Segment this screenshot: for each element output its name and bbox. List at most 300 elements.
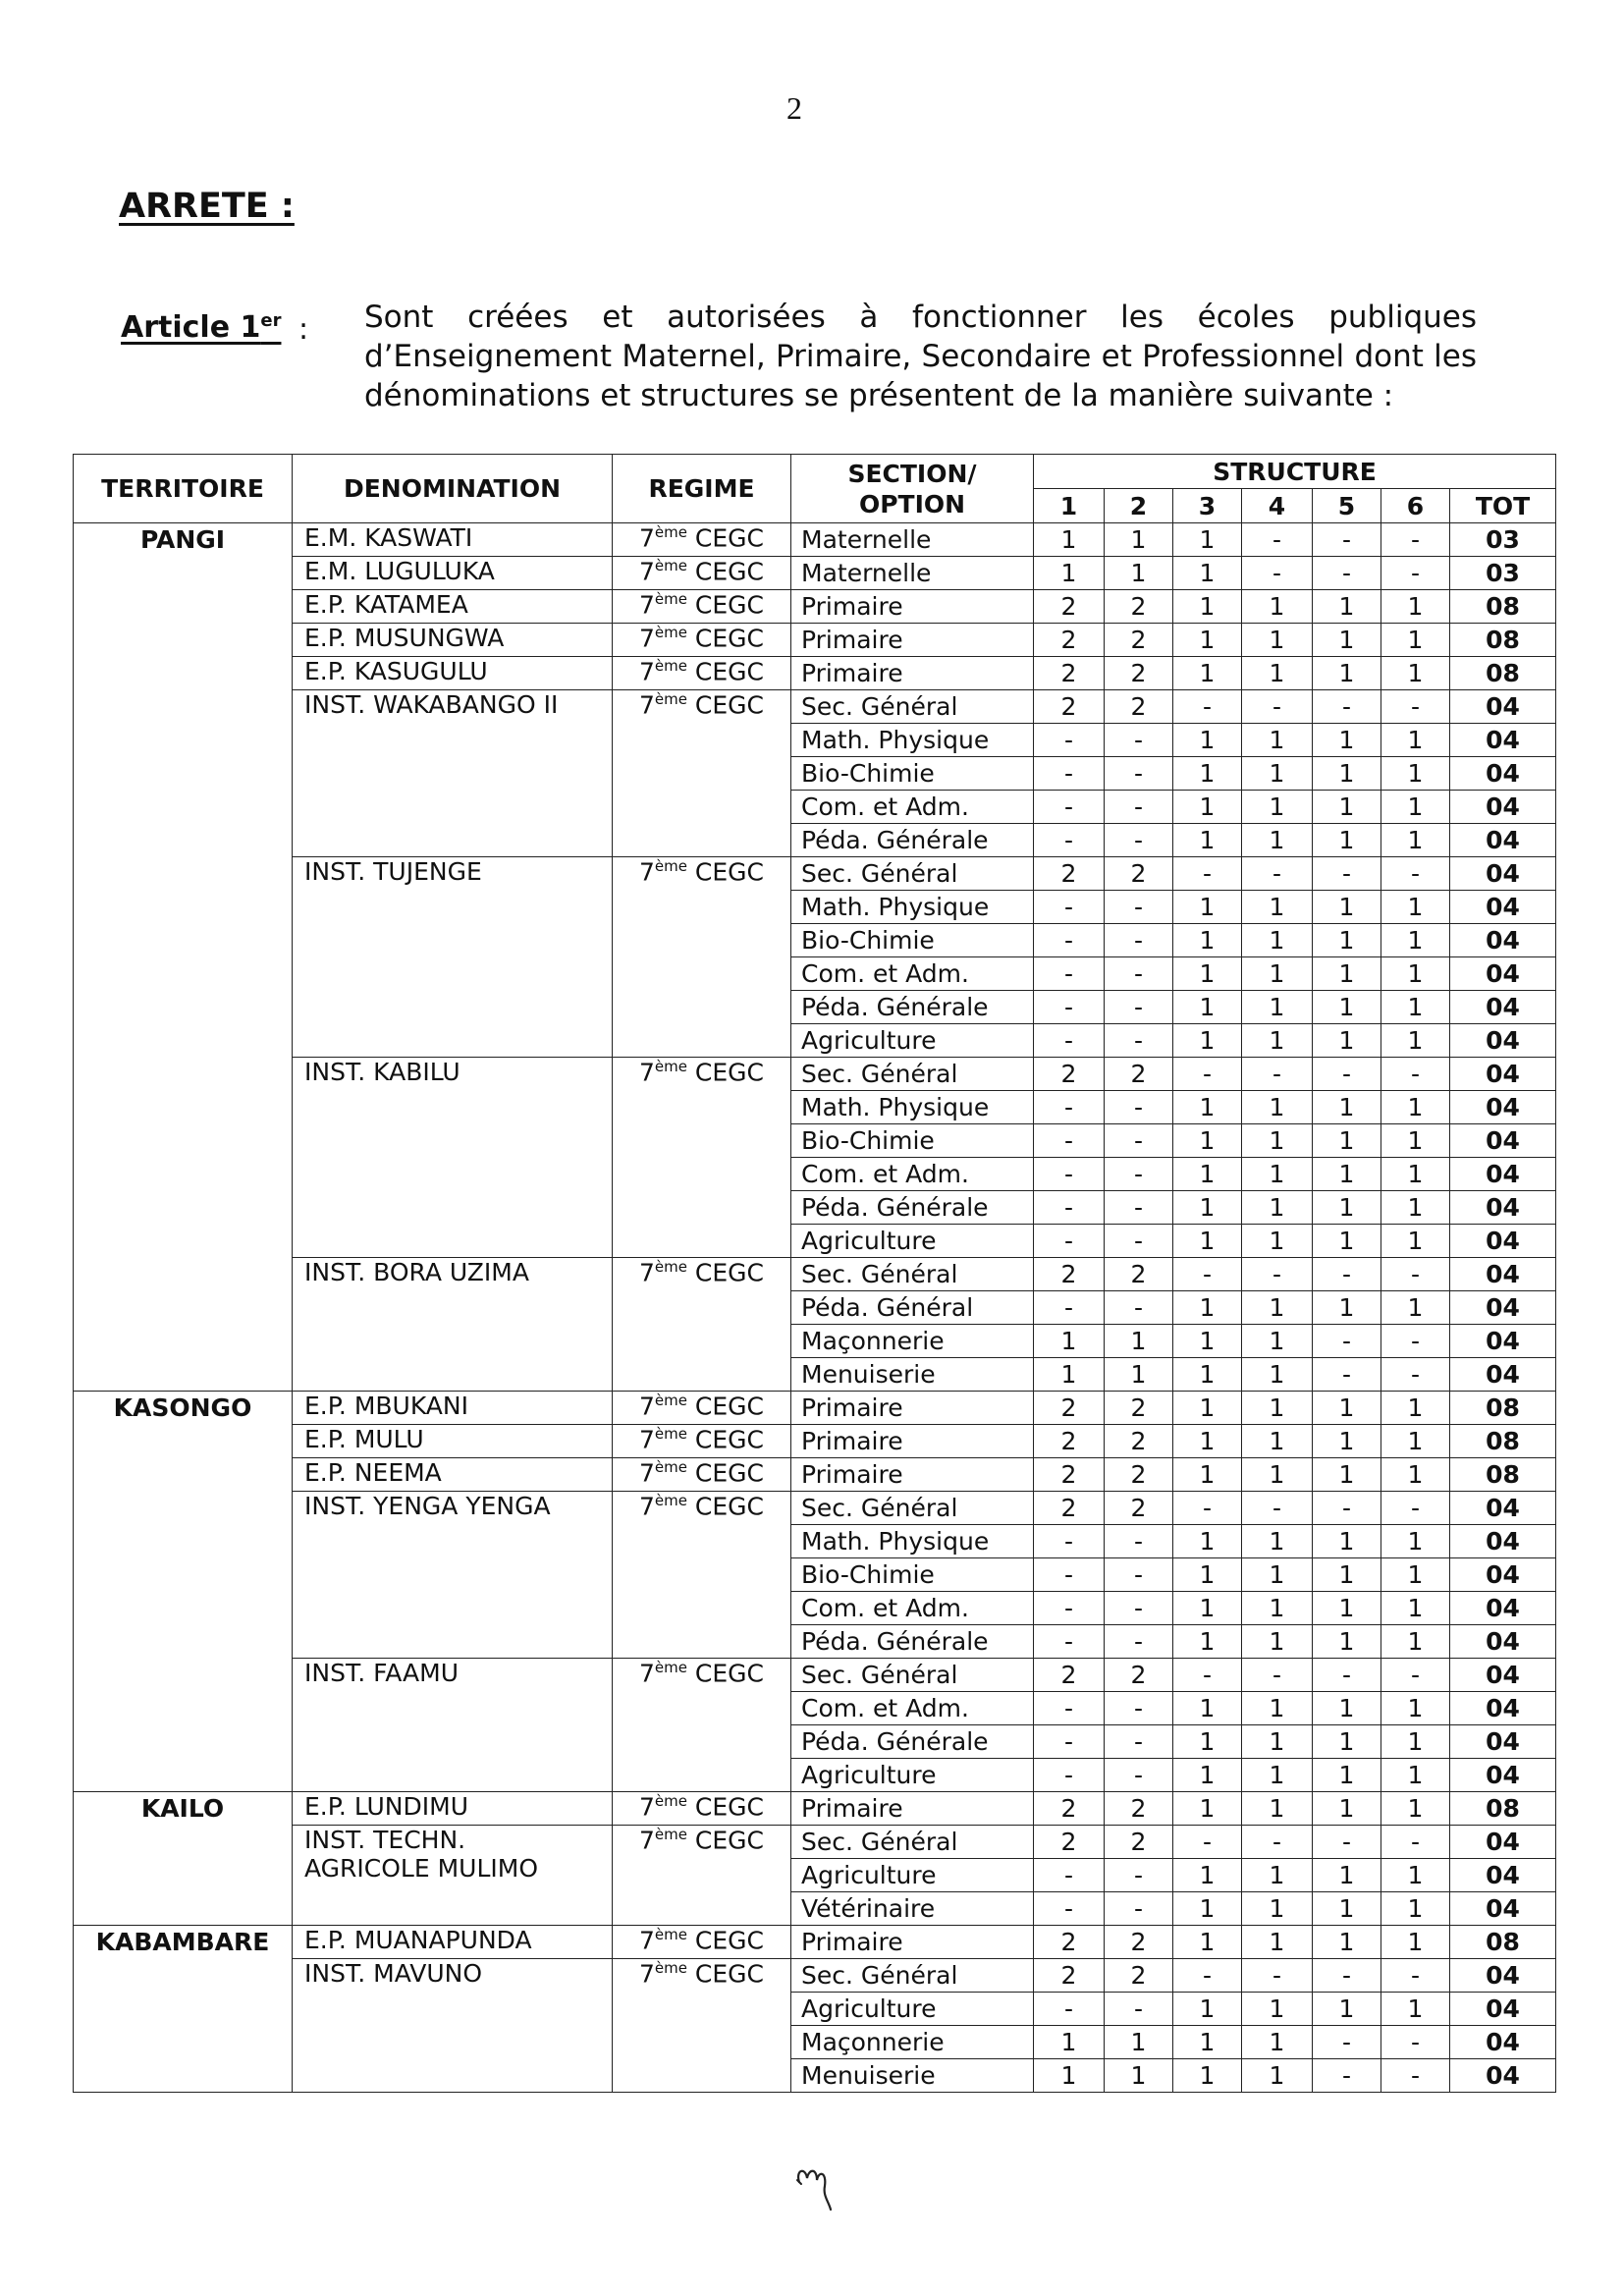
structure-cell-2: 2	[1105, 1425, 1173, 1458]
structure-cell-2: -	[1105, 724, 1173, 757]
structure-cell-4: 1	[1242, 991, 1313, 1024]
table-row	[74, 624, 1556, 657]
structure-cell-1: 1	[1034, 2059, 1105, 2093]
structure-cell-1: -	[1034, 1625, 1105, 1659]
denomination-cell	[293, 1058, 613, 1258]
structure-cell-4: 1	[1242, 1158, 1313, 1191]
regime-cell: 7ème CEGC	[613, 1392, 791, 1425]
denomination-line: E.P. LUNDIMU	[304, 1792, 468, 1821]
structure-cell-1: 2	[1034, 657, 1105, 690]
structure-cell-4: -	[1242, 523, 1313, 557]
structure-cell-1: 2	[1034, 1058, 1105, 1091]
structure-cell-1: -	[1034, 991, 1105, 1024]
article-label: Article 1er	[121, 310, 282, 345]
structure-cell-1: 2	[1034, 1959, 1105, 1993]
structure-cell-2: -	[1105, 1692, 1173, 1725]
structure-cell-3: 1	[1173, 924, 1242, 957]
structure-cell-4: 1	[1242, 1625, 1313, 1659]
regime-cell: 7ème CEGC	[613, 590, 791, 624]
structure-cell-4: 1	[1242, 1458, 1313, 1492]
structure-cell-4: 1	[1242, 1091, 1313, 1124]
structure-cell-1: 1	[1034, 557, 1105, 590]
regime-cell: 7ème CEGC	[613, 1458, 791, 1492]
structure-cell-2: 2	[1105, 1492, 1173, 1525]
structure-cell-4: 1	[1242, 1892, 1313, 1926]
structure-cell-1: -	[1034, 1692, 1105, 1725]
structure-cell-2: -	[1105, 1091, 1173, 1124]
structure-cell-2: 2	[1105, 690, 1173, 724]
structure-cell-4: 1	[1242, 2059, 1313, 2093]
structure-cell-6: 1	[1381, 957, 1450, 991]
structure-cell-5: 1	[1313, 891, 1381, 924]
section-cell: Math. Physique	[791, 891, 1034, 924]
structure-cell-6: 1	[1381, 624, 1450, 657]
structure-cell-6: -	[1381, 857, 1450, 891]
structure-cell-4: 1	[1242, 1592, 1313, 1625]
section-cell: Vétérinaire	[791, 1892, 1034, 1926]
structure-cell-3: 1	[1173, 1225, 1242, 1258]
structure-cell-2: 2	[1105, 1826, 1173, 1859]
structure-cell-4: -	[1242, 1058, 1313, 1091]
structure-cell-6: 1	[1381, 1158, 1450, 1191]
total-cell: 04	[1450, 1959, 1556, 1993]
section-cell: Menuiserie	[791, 1358, 1034, 1392]
arrete-heading: ARRETE :	[119, 187, 295, 226]
structure-cell-1: 2	[1034, 690, 1105, 724]
structure-cell-5: 1	[1313, 1558, 1381, 1592]
denomination-cell	[293, 557, 613, 590]
section-cell: Sec. Général	[791, 857, 1034, 891]
structure-cell-4: 1	[1242, 1225, 1313, 1258]
section-cell: Bio-Chimie	[791, 1558, 1034, 1592]
structure-cell-6: 1	[1381, 1692, 1450, 1725]
denomination-line: E.P. NEEMA	[304, 1458, 442, 1487]
structure-cell-5: 1	[1313, 1592, 1381, 1625]
structure-cell-2: -	[1105, 1859, 1173, 1892]
total-cell: 04	[1450, 690, 1556, 724]
structure-cell-3: 1	[1173, 1892, 1242, 1926]
structure-cell-5: 1	[1313, 1124, 1381, 1158]
structure-cell-6: 1	[1381, 1458, 1450, 1492]
structure-cell-1: -	[1034, 1892, 1105, 1926]
structure-cell-4: -	[1242, 1258, 1313, 1291]
structure-cell-4: -	[1242, 1659, 1313, 1692]
section-cell: Bio-Chimie	[791, 924, 1034, 957]
structure-cell-4: 1	[1242, 891, 1313, 924]
header-col-5: 5	[1313, 489, 1381, 523]
structure-cell-5: 1	[1313, 1392, 1381, 1425]
signature-initials	[793, 2158, 852, 2217]
structure-cell-5: -	[1313, 1358, 1381, 1392]
structure-cell-1: 1	[1034, 1358, 1105, 1392]
structure-cell-1: 2	[1034, 1458, 1105, 1492]
structure-cell-1: -	[1034, 1558, 1105, 1592]
structure-cell-4: 1	[1242, 1525, 1313, 1558]
territory-cell: PANGI	[74, 523, 293, 1392]
section-cell: Maternelle	[791, 557, 1034, 590]
structure-cell-6: 1	[1381, 1291, 1450, 1325]
structure-cell-6: 1	[1381, 590, 1450, 624]
denomination-cell	[293, 1425, 613, 1458]
structure-cell-3: 1	[1173, 1191, 1242, 1225]
structure-cell-1: -	[1034, 724, 1105, 757]
structure-cell-2: -	[1105, 1124, 1173, 1158]
territory-cell: KABAMBARE	[74, 1926, 293, 2093]
structure-cell-4: -	[1242, 1959, 1313, 1993]
structure-cell-4: -	[1242, 1826, 1313, 1859]
regime-cell: 7ème CEGC	[613, 624, 791, 657]
structure-cell-5: -	[1313, 557, 1381, 590]
denomination-line: INST. TECHN.	[304, 1826, 466, 1854]
total-cell: 04	[1450, 1826, 1556, 1859]
denomination-cell	[293, 1492, 613, 1659]
structure-cell-6: 1	[1381, 1625, 1450, 1659]
structure-cell-2: 2	[1105, 1959, 1173, 1993]
structure-cell-4: 1	[1242, 657, 1313, 690]
total-cell: 04	[1450, 1225, 1556, 1258]
section-cell: Agriculture	[791, 1859, 1034, 1892]
denomination-line: INST. WAKABANGO II	[304, 690, 559, 719]
structure-cell-6: 1	[1381, 991, 1450, 1024]
section-cell: Com. et Adm.	[791, 791, 1034, 824]
total-cell: 04	[1450, 924, 1556, 957]
section-cell: Maternelle	[791, 523, 1034, 557]
structure-cell-5: 1	[1313, 1091, 1381, 1124]
structure-cell-2: -	[1105, 1558, 1173, 1592]
structure-cell-5: 1	[1313, 624, 1381, 657]
denomination-line: E.P. MUANAPUNDA	[304, 1926, 532, 1954]
regime-cell: 7ème CEGC	[613, 1425, 791, 1458]
section-cell: Agriculture	[791, 1024, 1034, 1058]
table-row	[74, 557, 1556, 590]
structure-cell-5: 1	[1313, 1458, 1381, 1492]
structure-cell-6: -	[1381, 523, 1450, 557]
table-row	[74, 1826, 1556, 1859]
structure-cell-4: 1	[1242, 1792, 1313, 1826]
denomination-line: AGRICOLE MULIMO	[304, 1854, 539, 1883]
structure-cell-2: 1	[1105, 523, 1173, 557]
territory-cell: KASONGO	[74, 1392, 293, 1792]
structure-cell-4: 1	[1242, 1024, 1313, 1058]
structure-cell-3: 1	[1173, 657, 1242, 690]
table-row	[74, 1792, 1556, 1826]
structure-cell-6: 1	[1381, 924, 1450, 957]
structure-cell-2: -	[1105, 891, 1173, 924]
structure-cell-3: 1	[1173, 2026, 1242, 2059]
structure-cell-5: 1	[1313, 757, 1381, 791]
structure-cell-2: 2	[1105, 1792, 1173, 1826]
total-cell: 08	[1450, 1792, 1556, 1826]
section-cell: Sec. Général	[791, 1959, 1034, 1993]
structure-cell-4: 1	[1242, 1191, 1313, 1225]
structure-cell-6: 1	[1381, 1024, 1450, 1058]
structure-cell-3: 1	[1173, 1358, 1242, 1392]
structure-cell-2: -	[1105, 1158, 1173, 1191]
structure-cell-1: -	[1034, 1759, 1105, 1792]
total-cell: 08	[1450, 657, 1556, 690]
structure-cell-1: -	[1034, 1525, 1105, 1558]
structure-cell-3: -	[1173, 1659, 1242, 1692]
structure-cell-6: -	[1381, 2026, 1450, 2059]
structure-cell-4: -	[1242, 557, 1313, 590]
structure-cell-2: 2	[1105, 1458, 1173, 1492]
structure-cell-2: 2	[1105, 1926, 1173, 1959]
structure-cell-6: -	[1381, 1058, 1450, 1091]
structure-cell-3: 1	[1173, 1625, 1242, 1659]
structure-cell-2: 1	[1105, 2026, 1173, 2059]
structure-cell-3: -	[1173, 1058, 1242, 1091]
schools-table	[73, 454, 1556, 2093]
structure-cell-2: -	[1105, 1725, 1173, 1759]
regime-cell: 7ème CEGC	[613, 690, 791, 857]
table-row	[74, 1926, 1556, 1959]
structure-cell-5: -	[1313, 1258, 1381, 1291]
section-cell: Com. et Adm.	[791, 957, 1034, 991]
structure-cell-6: -	[1381, 1258, 1450, 1291]
regime-cell: 7ème CEGC	[613, 657, 791, 690]
total-cell: 04	[1450, 1892, 1556, 1926]
article-line: dénominations et structures se présentent de la manière suivante :	[364, 378, 1394, 413]
structure-cell-5: 1	[1313, 1859, 1381, 1892]
regime-cell: 7ème CEGC	[613, 1258, 791, 1392]
table-row	[74, 1392, 1556, 1425]
total-cell: 03	[1450, 523, 1556, 557]
section-cell: Maçonnerie	[791, 2026, 1034, 2059]
structure-cell-6: -	[1381, 2059, 1450, 2093]
structure-cell-5: 1	[1313, 1725, 1381, 1759]
header-col-2: 2	[1105, 489, 1173, 523]
structure-cell-2: 1	[1105, 1325, 1173, 1358]
total-cell: 08	[1450, 1392, 1556, 1425]
structure-cell-1: -	[1034, 1091, 1105, 1124]
structure-cell-2: -	[1105, 824, 1173, 857]
structure-cell-4: 1	[1242, 824, 1313, 857]
section-cell: Primaire	[791, 1425, 1034, 1458]
total-cell: 08	[1450, 624, 1556, 657]
structure-cell-3: 1	[1173, 724, 1242, 757]
table-row	[74, 1425, 1556, 1458]
structure-cell-4: 1	[1242, 1993, 1313, 2026]
structure-cell-6: 1	[1381, 1558, 1450, 1592]
table-row	[74, 523, 1556, 557]
total-cell: 04	[1450, 824, 1556, 857]
denomination-line: E.M. LUGULUKA	[304, 557, 495, 585]
total-cell: 04	[1450, 1258, 1556, 1291]
structure-cell-1: -	[1034, 1158, 1105, 1191]
structure-cell-2: 2	[1105, 590, 1173, 624]
total-cell: 04	[1450, 1158, 1556, 1191]
table-row	[74, 1258, 1556, 1291]
structure-cell-2: 2	[1105, 657, 1173, 690]
structure-cell-1: 1	[1034, 2026, 1105, 2059]
article-line: Sont créées et autorisées à fonctionner les écoles publiques	[364, 300, 1477, 335]
structure-cell-6: 1	[1381, 1091, 1450, 1124]
section-cell: Com. et Adm.	[791, 1692, 1034, 1725]
structure-cell-4: 1	[1242, 1759, 1313, 1792]
structure-cell-2: -	[1105, 1291, 1173, 1325]
total-cell: 04	[1450, 2059, 1556, 2093]
structure-cell-6: 1	[1381, 1892, 1450, 1926]
structure-cell-4: 1	[1242, 1392, 1313, 1425]
structure-cell-5: 1	[1313, 590, 1381, 624]
structure-cell-2: -	[1105, 957, 1173, 991]
structure-cell-6: 1	[1381, 1792, 1450, 1826]
structure-cell-5: 1	[1313, 957, 1381, 991]
structure-cell-5: -	[1313, 1959, 1381, 1993]
total-cell: 04	[1450, 1859, 1556, 1892]
structure-cell-1: -	[1034, 1725, 1105, 1759]
section-cell: Bio-Chimie	[791, 757, 1034, 791]
structure-cell-1: -	[1034, 791, 1105, 824]
structure-cell-6: 1	[1381, 1725, 1450, 1759]
structure-cell-4: 1	[1242, 957, 1313, 991]
total-cell: 04	[1450, 957, 1556, 991]
header-col-1: 1	[1034, 489, 1105, 523]
table-row	[74, 1959, 1556, 1993]
structure-cell-2: -	[1105, 991, 1173, 1024]
structure-cell-2: 2	[1105, 1392, 1173, 1425]
structure-cell-2: -	[1105, 1024, 1173, 1058]
header-section: SECTION/ OPTION	[791, 455, 1034, 523]
structure-cell-5: 1	[1313, 991, 1381, 1024]
structure-cell-3: -	[1173, 690, 1242, 724]
structure-cell-1: -	[1034, 891, 1105, 924]
regime-cell: 7ème CEGC	[613, 1492, 791, 1659]
structure-cell-3: 1	[1173, 1024, 1242, 1058]
structure-cell-3: -	[1173, 857, 1242, 891]
denomination-line: INST. BORA UZIMA	[304, 1258, 529, 1286]
structure-cell-3: 1	[1173, 1592, 1242, 1625]
section-cell: Com. et Adm.	[791, 1592, 1034, 1625]
table-row	[74, 857, 1556, 891]
structure-cell-1: -	[1034, 1291, 1105, 1325]
structure-cell-6: 1	[1381, 1425, 1450, 1458]
section-cell: Péda. Générale	[791, 1191, 1034, 1225]
structure-cell-5: -	[1313, 690, 1381, 724]
structure-cell-1: -	[1034, 957, 1105, 991]
structure-cell-4: 1	[1242, 1692, 1313, 1725]
structure-cell-1: -	[1034, 1592, 1105, 1625]
header-row	[74, 455, 1556, 489]
structure-cell-3: 1	[1173, 523, 1242, 557]
structure-cell-5: 1	[1313, 1425, 1381, 1458]
regime-cell: 7ème CEGC	[613, 1959, 791, 2093]
structure-cell-4: 1	[1242, 1124, 1313, 1158]
section-cell: Math. Physique	[791, 724, 1034, 757]
header-tot: TOT	[1450, 489, 1556, 523]
structure-cell-2: -	[1105, 924, 1173, 957]
section-cell: Agriculture	[791, 1759, 1034, 1792]
section-cell: Com. et Adm.	[791, 1158, 1034, 1191]
structure-cell-3: 1	[1173, 1725, 1242, 1759]
total-cell: 04	[1450, 1659, 1556, 1692]
total-cell: 04	[1450, 1291, 1556, 1325]
header-structure: STRUCTURE	[1034, 455, 1556, 489]
regime-cell: 7ème CEGC	[613, 857, 791, 1058]
denomination-line: INST. TUJENGE	[304, 857, 482, 886]
structure-cell-1: -	[1034, 1024, 1105, 1058]
structure-cell-1: -	[1034, 924, 1105, 957]
structure-cell-2: -	[1105, 1225, 1173, 1258]
total-cell: 04	[1450, 1492, 1556, 1525]
section-cell: Péda. Générale	[791, 1625, 1034, 1659]
table-row	[74, 1492, 1556, 1525]
total-cell: 04	[1450, 1525, 1556, 1558]
total-cell: 04	[1450, 1058, 1556, 1091]
header-territoire: TERRITOIRE	[74, 455, 293, 523]
structure-cell-3: 1	[1173, 1091, 1242, 1124]
structure-cell-4: 1	[1242, 1558, 1313, 1592]
structure-cell-4: 1	[1242, 1725, 1313, 1759]
structure-cell-1: 2	[1034, 1792, 1105, 1826]
structure-cell-2: -	[1105, 757, 1173, 791]
denomination-cell	[293, 1258, 613, 1392]
section-cell: Primaire	[791, 1458, 1034, 1492]
structure-cell-6: -	[1381, 557, 1450, 590]
table-row	[74, 690, 1556, 724]
denomination-cell	[293, 1659, 613, 1792]
structure-cell-1: 2	[1034, 1392, 1105, 1425]
total-cell: 04	[1450, 1625, 1556, 1659]
structure-cell-3: 1	[1173, 1425, 1242, 1458]
structure-cell-2: -	[1105, 1993, 1173, 2026]
structure-cell-3: 1	[1173, 1859, 1242, 1892]
structure-cell-3: 1	[1173, 1124, 1242, 1158]
structure-cell-3: 1	[1173, 991, 1242, 1024]
table-row	[74, 1058, 1556, 1091]
total-cell: 04	[1450, 724, 1556, 757]
structure-cell-5: 1	[1313, 1024, 1381, 1058]
structure-cell-5: -	[1313, 857, 1381, 891]
table-row	[74, 1659, 1556, 1692]
header-col-4: 4	[1242, 489, 1313, 523]
denomination-cell	[293, 1826, 613, 1926]
total-cell: 04	[1450, 991, 1556, 1024]
regime-cell: 7ème CEGC	[613, 1792, 791, 1826]
regime-cell: 7ème CEGC	[613, 557, 791, 590]
article-text	[364, 298, 1477, 415]
structure-cell-2: -	[1105, 1592, 1173, 1625]
structure-cell-3: 1	[1173, 1558, 1242, 1592]
total-cell: 04	[1450, 791, 1556, 824]
structure-cell-5: -	[1313, 1325, 1381, 1358]
structure-cell-5: 1	[1313, 657, 1381, 690]
structure-cell-6: -	[1381, 1826, 1450, 1859]
total-cell: 04	[1450, 1358, 1556, 1392]
structure-cell-6: 1	[1381, 1525, 1450, 1558]
structure-cell-3: 1	[1173, 957, 1242, 991]
denomination-cell	[293, 523, 613, 557]
structure-cell-5: 1	[1313, 1993, 1381, 2026]
structure-cell-5: 1	[1313, 824, 1381, 857]
structure-cell-2: 1	[1105, 2059, 1173, 2093]
structure-cell-2: 2	[1105, 1659, 1173, 1692]
section-cell: Sec. Général	[791, 1826, 1034, 1859]
structure-cell-6: 1	[1381, 1191, 1450, 1225]
structure-cell-5: -	[1313, 2059, 1381, 2093]
total-cell: 04	[1450, 1091, 1556, 1124]
total-cell: 04	[1450, 2026, 1556, 2059]
structure-cell-1: -	[1034, 1124, 1105, 1158]
structure-cell-6: 1	[1381, 891, 1450, 924]
section-cell: Math. Physique	[791, 1091, 1034, 1124]
structure-cell-6: -	[1381, 1492, 1450, 1525]
structure-cell-2: -	[1105, 1759, 1173, 1792]
structure-cell-3: -	[1173, 1492, 1242, 1525]
structure-cell-5: 1	[1313, 1792, 1381, 1826]
denomination-line: INST. YENGA YENGA	[304, 1492, 551, 1520]
page-number: 2	[786, 90, 802, 126]
